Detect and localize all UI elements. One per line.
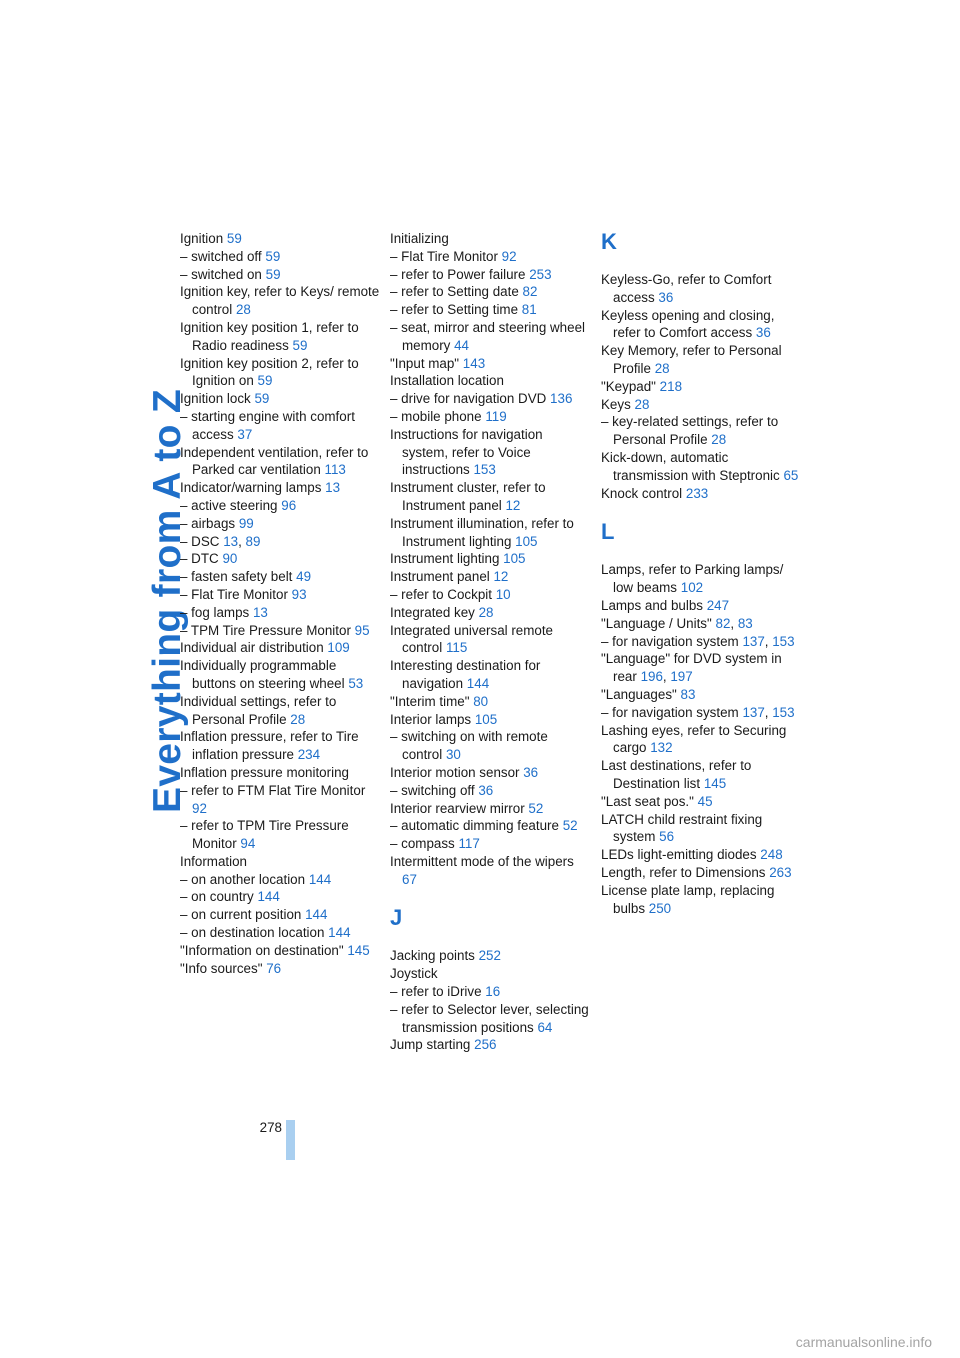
index-entry [601,704,801,722]
page-reference-link[interactable]: 76 [266,960,282,976]
page-reference-link[interactable]: 28 [711,432,727,448]
page-reference-link[interactable]: 247 [706,597,730,613]
index-entry-text: "Interim time" [390,693,470,709]
page-reference-link[interactable]: 248 [760,847,783,863]
index-entry [180,319,380,355]
index-entry-text: Installation location [390,373,504,389]
index-entry-text: – fog lamps [180,604,250,620]
side-title-text: Everything from A to Z [146,388,189,813]
page-reference-link[interactable]: 52 [528,800,544,816]
page-reference-link[interactable]: 45 [697,793,713,809]
index-entry [390,301,590,319]
index-entry [601,615,801,633]
index-entry-text: Ignition lock [180,391,251,407]
page-reference-link[interactable]: 96 [281,497,297,513]
index-entry-text: "Languages" [601,686,677,702]
page-reference-link[interactable]: 59 [257,373,273,389]
index-entry-text: Indicator/warning lamps [180,480,322,496]
page-reference-link[interactable]: 137 [742,633,765,649]
page-reference-link[interactable]: 250 [648,900,672,916]
page-reference-link[interactable]: 16 [485,984,501,1000]
index-entry [390,426,590,479]
page-reference-link[interactable]: 67 [402,871,417,887]
page-reference-link[interactable]: 143 [462,355,486,371]
index-entry [180,479,380,497]
index-entry [601,378,801,396]
page-reference-link[interactable]: 65 [783,467,799,483]
index-entry [390,657,590,693]
page-reference-link[interactable]: 83 [680,686,696,702]
page-reference-link[interactable]: 59 [265,248,281,264]
page-reference-link[interactable]: 113 [324,462,346,478]
index-entry [390,550,590,568]
index-entry-text: Instrument cluster, refer to Instrument panel [390,480,546,513]
index-entry-text: – compass [390,836,455,852]
page-reference-link[interactable]: 59 [265,266,281,282]
index-entry [180,924,380,942]
index-entry [180,960,380,978]
index-entry [180,408,380,444]
index-entry-text: Information [180,853,247,869]
index-entry-text: Keyless-Go, refer to Comfort access [601,272,772,305]
index-entry-text: Inflation pressure monitoring [180,764,349,780]
page-reference-link[interactable]: 37 [237,426,253,442]
index-entry [601,882,801,918]
index-entry [390,372,590,390]
index-entry-text: Instrument illumination, refer to Instrument lighting [390,515,574,549]
page-reference-link[interactable]: 234 [297,747,321,763]
page-reference-link[interactable]: 89 [245,533,261,549]
page-number-bar [286,1120,295,1160]
page-reference-link[interactable]: 64 [537,1019,553,1035]
page-reference-link[interactable]: 233 [685,485,709,501]
index-entry-text: Intermittent mode of the wipers [390,853,574,869]
index-entry-text: Integrated key [390,604,475,620]
page-separator: , [662,669,671,685]
page-reference-link[interactable]: 105 [515,533,538,549]
index-entry [601,561,801,597]
index-entry-text: – refer to Setting time [390,302,519,318]
page-reference-link[interactable]: 137 [742,704,765,720]
index-entry [180,693,380,729]
page-reference-link[interactable]: 81 [521,302,537,318]
page-reference-link[interactable]: 105 [474,711,498,727]
index-entry-text: Interesting destination for navigation [390,658,541,691]
index-entry-text: Knock control [601,485,683,501]
index-entry-text: – active steering [180,497,278,513]
index-entry [180,550,380,568]
index-entry [390,568,590,586]
page-reference-link[interactable]: 36 [523,764,539,780]
index-entry [180,871,380,889]
index-entry [601,485,801,503]
page-reference-link[interactable]: 13 [252,604,268,620]
index-entry-text: – on destination location [180,925,325,941]
page-reference-link[interactable]: 28 [634,396,650,412]
index-entry [601,342,801,378]
page-reference-link[interactable]: 92 [501,248,517,264]
page-reference-link[interactable]: 56 [659,829,675,845]
page-reference-link[interactable]: 102 [680,580,704,596]
page-reference-link[interactable]: 196 [640,669,663,685]
index-entry-text: Instrument panel [390,569,490,585]
index-entry [180,639,380,657]
page-reference-link[interactable]: 144 [257,889,280,905]
index-entry-text: – drive for navigation DVD [390,391,547,407]
index-entry-text: – fasten safety belt [180,569,293,585]
page-reference-link[interactable]: 28 [235,302,251,318]
index-entry-text: – key-related settings, refer to Personal Profile [601,414,779,448]
index-entry-text: – on current position [180,907,302,923]
page-reference-link[interactable]: 28 [478,604,494,620]
index-entry-text: – Flat Tire Monitor [180,586,288,602]
index-entry-text: – Flat Tire Monitor [390,248,498,264]
page-reference-link[interactable]: 59 [226,231,242,246]
index-entry [390,266,590,284]
index-entry [601,413,801,449]
index-entry-text: – automatic dimming feature [390,818,559,834]
index-entry [180,942,380,960]
index-entry-text: Interior lamps [390,711,472,727]
index-entry-text: Instrument lighting [390,551,500,567]
page-reference-link[interactable]: 92 [192,800,207,816]
index-entry [390,1036,590,1054]
page-reference-link[interactable]: 59 [254,391,270,407]
index-entry [180,906,380,924]
index-entry-text: Instructions for navigation system, refer to Voice instructions [390,426,543,478]
page-reference-link[interactable]: 115 [445,640,468,656]
index-entry [390,800,590,818]
page-reference-link[interactable]: 30 [445,747,461,763]
index-entry-text: Ignition key, refer to Keys/ remote control [180,284,380,318]
page-reference-link[interactable]: 117 [458,836,480,852]
index-entry [390,947,590,965]
index-entry [180,230,380,248]
index-entry [601,864,801,882]
page-reference-link[interactable]: 13 [223,533,239,549]
index-entry [601,846,801,864]
index-entry-text: Individual air distribution [180,640,324,656]
index-entry-text: – DSC [180,533,220,549]
page-reference-link[interactable]: 83 [737,615,753,631]
index-entry-text: – seat, mirror and steering wheel memory [390,319,586,353]
index-entry [180,355,380,391]
index-section-letter: J [390,905,403,931]
page-reference-link[interactable]: 153 [772,633,795,649]
page-reference-link[interactable]: 94 [240,836,256,852]
index-entry [390,283,590,301]
index-column-2 [390,230,590,1054]
index-entry [180,764,380,782]
index-entry-text: – airbags [180,515,236,531]
index-entry [180,888,380,906]
page-reference-link[interactable]: 256 [474,1037,497,1053]
page-reference-link[interactable]: 153 [473,462,496,478]
index-entry [390,390,590,408]
index-entry [390,1001,590,1037]
page-reference-link[interactable]: 12 [493,569,509,585]
index-entry [180,782,380,818]
index-entry-text: Integrated universal remote control [390,622,554,656]
index-entry [601,396,801,414]
index-entry-text: "Keypad" [601,378,656,394]
index-entry-text: Length, refer to Dimensions [601,864,766,880]
page-reference-link[interactable]: 109 [327,640,350,656]
page-reference-link[interactable]: 12 [505,497,521,513]
index-column-3 [601,230,801,917]
index-entry-text: Inflation pressure, refer to Tire inflation pressure [180,729,359,763]
index-entry-text: – switching on with remote control [390,729,548,763]
index-entry [180,622,380,640]
watermark: carmanualsonline.info [795,1334,932,1350]
index-entry-text: "Last seat pos." [601,793,694,809]
index-entry-text: LEDs light-emitting diodes [601,847,757,863]
index-entry-text: Keys [601,396,631,412]
index-entry-text: "Language" for DVD system in rear [601,651,782,685]
index-entry [601,793,801,811]
page-reference-link[interactable]: 144 [308,871,332,887]
page-reference-link[interactable]: 105 [503,551,526,567]
index-entry-text: – refer to Cockpit [390,586,492,602]
index-entry-text: Lamps, refer to Parking lamps/ low beams [601,562,784,596]
index-entry [390,853,590,889]
index-entry-text: – DTC [180,551,219,567]
page-reference-link[interactable]: 136 [550,391,573,407]
index-entry-text: – switching off [390,782,475,798]
index-entry-text: Interior motion sensor [390,764,520,780]
index-entry [180,390,380,408]
index-entry [601,686,801,704]
page-reference-link[interactable]: 144 [305,907,328,923]
index-entry-text: Interior rearview mirror [390,800,525,816]
index-entry-text: Individually programmable buttons on steering wheel [180,658,345,691]
index-entry [390,248,590,266]
index-entry [601,271,801,307]
page-reference-link[interactable]: 80 [473,693,489,709]
page-reference-link[interactable]: 132 [650,740,673,756]
page-reference-link[interactable]: 28 [654,360,670,376]
page-reference-link[interactable]: 95 [354,622,370,638]
index-entry-text: – refer to Power failure [390,266,526,282]
index-entry [390,515,590,551]
index-entry [390,817,590,835]
page-reference-link[interactable]: 10 [495,586,511,602]
index-section-letter: K [601,229,617,254]
index-entry [180,515,380,533]
index-entry-text: Lamps and bulbs [601,597,703,613]
index-entry-text: – on country [180,889,254,905]
index-entry [601,633,801,651]
index-section-letter: L [601,519,615,545]
index-entry [180,604,380,622]
index-entry-text: Keyless opening and closing, refer to Comfort access [601,307,775,341]
page-separator: , [730,615,738,631]
index-entry-text: – for navigation system [601,633,739,649]
index-entry-text: – mobile phone [390,408,482,424]
index-entry-text: – TPM Tire Pressure Monitor [180,622,351,638]
index-entry [390,479,590,515]
page-reference-link[interactable]: 197 [670,669,693,685]
index-entry-text: Ignition key position 2, refer to Ignition on [180,355,359,389]
page-separator: , [764,704,773,720]
page-reference-link[interactable]: 44 [454,337,469,353]
page-reference-link[interactable]: 144 [328,925,351,941]
index-entry [390,693,590,711]
index-entry [180,444,380,480]
index-entry-text: "Input map" [390,355,460,371]
page-reference-link[interactable]: 153 [772,704,795,720]
page-separator: , [238,533,246,549]
index-entry-text: "Language / Units" [601,615,712,631]
index-entry-text: – refer to TPM Tire Pressure Monitor [180,818,349,852]
page-reference-link[interactable]: 52 [562,818,578,834]
index-entry-text: – refer to Selector lever, selecting transmission positions [390,1001,589,1035]
index-entry [601,597,801,615]
index-entry [180,497,380,515]
index-entry-text: License plate lamp, replacing bulbs [601,882,775,916]
index-entry [180,568,380,586]
index-entry [601,307,801,343]
page-number: 278 [259,1120,282,1135]
page-separator: , [764,633,773,649]
page-reference-link[interactable]: 145 [703,775,727,791]
page-reference-link[interactable]: 13 [325,480,341,496]
page-reference-link[interactable]: 49 [296,569,312,585]
index-entry-text: – starting engine with comfort access [180,408,355,442]
index-entry [180,266,380,284]
page-reference-link[interactable]: 28 [290,711,306,727]
index-entry [390,586,590,604]
index-entry-text: – refer to FTM Flat Tire Monitor [180,782,366,798]
index-entry [390,728,590,764]
index-entry [601,757,801,793]
index-entry-text: – switched on [180,266,262,282]
index-entry [390,711,590,729]
index-entry [601,722,801,758]
index-entry-text: "Info sources" [180,960,263,976]
page-reference-link[interactable]: 119 [485,408,507,424]
index-entry [390,983,590,1001]
index-entry-text: Initializing [390,231,449,246]
page-reference-link[interactable]: 82 [715,615,731,631]
index-entry [390,604,590,622]
index-column-1 [180,230,380,977]
index-entry-text: Kick-down, automatic transmission with Steptronic [601,449,780,483]
page-reference-link[interactable]: 59 [292,337,308,353]
side-section-title [92,228,189,813]
index-entry [180,728,380,764]
index-entry [390,622,590,658]
index-entry-text: Joystick [390,966,438,982]
index-entry-text: Individual settings, refer to Personal Profile [180,693,337,727]
index-entry-text: "Information on destination" [180,942,344,958]
page-reference-link[interactable]: 82 [522,284,538,300]
index-entry [390,230,590,248]
index-entry-text: Jacking points [390,948,475,964]
index-entry-text: Jump starting [390,1037,471,1053]
page-reference-link[interactable]: 53 [348,675,364,691]
index-entry [601,449,801,485]
index-entry [180,586,380,604]
index-entry-text: Ignition key position 1, refer to Radio readiness [180,319,359,353]
index-entry-text: Ignition [180,231,224,246]
page-reference-link[interactable]: 253 [529,266,552,282]
page-reference-link[interactable]: 218 [659,378,683,394]
page-reference-link[interactable]: 252 [478,948,501,964]
index-entry [390,355,590,373]
index-entry [390,965,590,983]
page-reference-link[interactable]: 144 [466,675,490,691]
index-entry [601,811,801,847]
page-reference-link[interactable]: 145 [347,942,370,958]
index-entry [390,319,590,355]
index-entry-text: – refer to Setting date [390,284,519,300]
index-entry [390,408,590,426]
index-entry-text: Lashing eyes, refer to Securing cargo [601,722,787,756]
page-reference-link[interactable]: 99 [238,515,254,531]
index-entry [180,533,380,551]
index-entry-text: – for navigation system [601,704,739,720]
index-entry-text: – on another location [180,871,306,887]
index-entry [390,782,590,800]
index-entry [601,650,801,686]
index-entry-text: – refer to iDrive [390,984,482,1000]
page-reference-link[interactable]: 93 [291,586,307,602]
index-entry-text: Last destinations, refer to Destination list [601,758,752,791]
index-entry [180,657,380,693]
index-entry [180,817,380,853]
index-entry-text: – switched off [180,248,262,264]
page-reference-link[interactable]: 36 [658,289,674,305]
page-reference-link[interactable]: 263 [769,864,792,880]
index-entry [180,283,380,319]
index-entry [390,764,590,782]
index-entry-text: Independent ventilation, refer to Parked car ventilation [180,444,369,478]
index-entry [180,853,380,871]
page-reference-link[interactable]: 36 [755,325,771,341]
index-entry [180,248,380,266]
page-reference-link[interactable]: 36 [478,782,494,798]
index-entry-text: Key Memory, refer to Personal Profile [601,343,782,376]
page-reference-link[interactable]: 90 [222,551,238,567]
index-entry [390,835,590,853]
index-entry-text: LATCH child restraint fixing system [601,811,763,845]
